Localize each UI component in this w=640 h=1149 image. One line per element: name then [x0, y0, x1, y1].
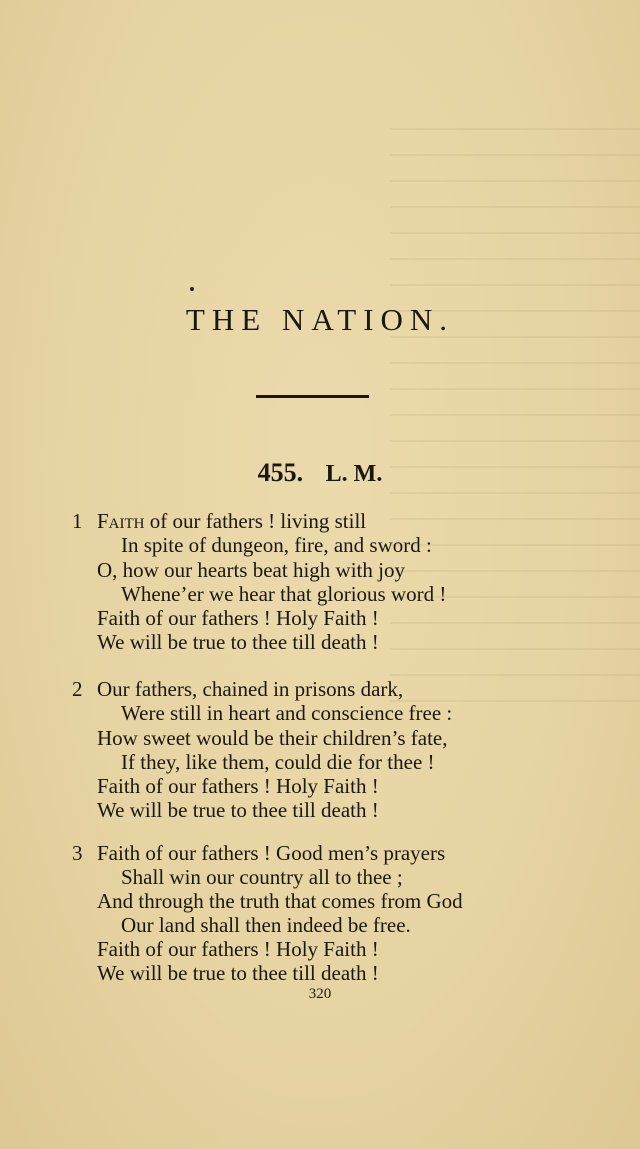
verse-line: Faith of our fathers ! Holy Faith ! — [97, 606, 379, 630]
hymn-number: 455. — [257, 458, 304, 487]
section-title: THE NATION. — [185, 302, 455, 337]
hymn-heading — [0, 458, 640, 488]
verse-line: If they, like them, could die for thee ! — [121, 750, 435, 774]
verse-line: O, how our hearts beat high with joy — [97, 558, 405, 582]
verse-number: 2 — [72, 677, 83, 701]
verse-line: How sweet would be their children’s fate, — [97, 726, 448, 750]
verse-line-text: of our fathers ! living still — [144, 509, 367, 533]
verse-line: We will be true to thee till death ! — [97, 961, 379, 985]
verse-line: Our land shall then indeed be free. — [121, 913, 411, 937]
verse-lead-word: Faith — [97, 509, 145, 533]
verse-line: In spite of dungeon, fire, and sword : — [121, 533, 432, 557]
verse-line: Were still in heart and conscience free : — [121, 701, 453, 725]
verse-line: And through the truth that comes from God — [97, 889, 463, 913]
verse-line: Faith of our fathers ! Good men’s prayers — [97, 841, 446, 865]
verse-line: Our fathers, chained in prisons dark, — [97, 677, 404, 701]
hymn-meter: L. M. — [325, 461, 383, 487]
verse-line — [97, 509, 366, 533]
verse-number: 1 — [72, 509, 83, 533]
verse-line: Faith of our fathers ! Holy Faith ! — [97, 937, 379, 961]
verse-line: Shall win our country all to thee ; — [121, 865, 403, 889]
title-rule — [256, 395, 369, 398]
verse-line: Faith of our fathers ! Holy Faith ! — [97, 774, 379, 798]
verse-line: We will be true to thee till death ! — [97, 798, 379, 822]
verse-number: 3 — [72, 841, 83, 865]
verse-line: Whene’er we hear that glorious word ! — [121, 582, 447, 606]
ink-speck — [190, 287, 194, 291]
page-number: 320 — [308, 986, 332, 1002]
bleed-through-text — [390, 110, 640, 710]
verse-line: We will be true to thee till death ! — [97, 630, 379, 654]
